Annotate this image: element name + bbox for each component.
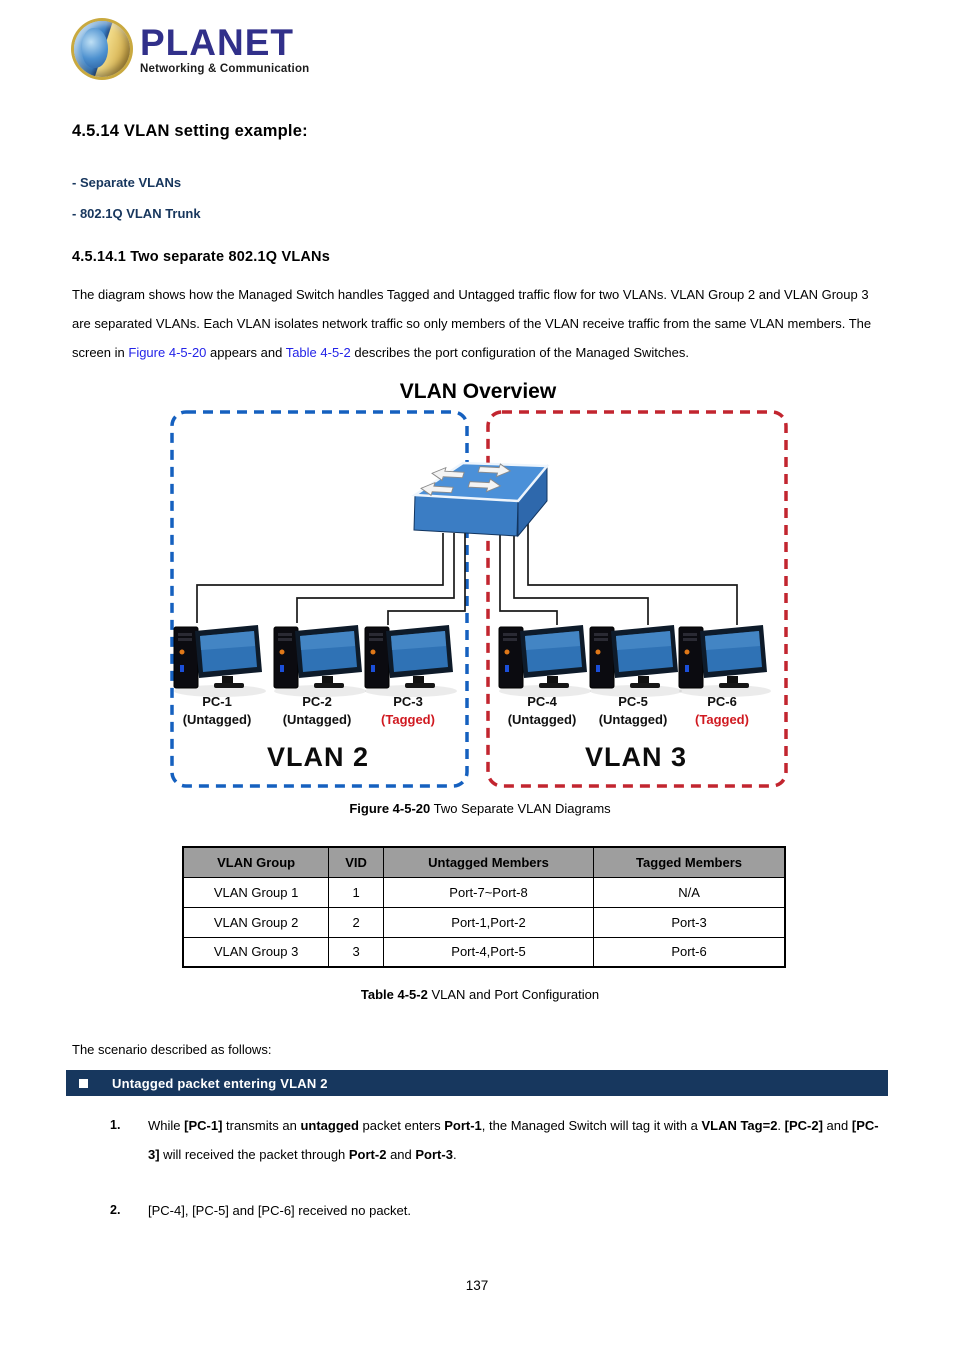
pc6-icon xyxy=(679,625,771,697)
scenario-lead: The scenario described as follows: xyxy=(72,1042,272,1057)
vlan2-boundary xyxy=(172,412,467,786)
brand-name: PLANET xyxy=(140,21,294,63)
table-cell: N/A xyxy=(594,877,785,907)
page-number: 137 xyxy=(465,1278,489,1293)
table-row xyxy=(183,877,785,907)
scenario-banner-title: Untagged packet entering VLAN 2 xyxy=(112,1075,328,1091)
figure-caption-text: Two Separate VLAN Diagrams xyxy=(430,801,611,816)
table-cell: Port-6 xyxy=(594,937,785,967)
cable-pc2 xyxy=(297,533,454,623)
table-caption xyxy=(72,987,888,1002)
square-bullet-icon xyxy=(79,1079,88,1088)
figure-caption xyxy=(72,801,888,816)
scenario-steps xyxy=(72,1111,888,1225)
planet-logo xyxy=(74,14,888,84)
pc5-label: PC-5 xyxy=(618,694,648,709)
pc4-mode: (Untagged) xyxy=(507,712,577,727)
planet-globe-icon xyxy=(74,21,130,77)
vlan-diagram xyxy=(165,373,795,793)
subsection-heading: 4.5.14.1 Two separate 802.1Q VLANs xyxy=(72,249,330,265)
pc4-icon xyxy=(499,625,591,697)
vlan-port-table xyxy=(182,846,786,968)
step-number: 2. xyxy=(110,1203,121,1217)
link-separate-vlans[interactable]: - Separate VLANs xyxy=(72,175,182,190)
inline-link[interactable]: Table 4-5-2 xyxy=(285,345,351,360)
pc2-label: PC-2 xyxy=(302,694,332,709)
inline-link[interactable]: Figure 4-5-20 xyxy=(128,345,207,360)
table-row xyxy=(183,907,785,937)
managed-switch-icon xyxy=(414,463,547,536)
table-cell: Port-3 xyxy=(594,907,785,937)
pc3-icon xyxy=(365,625,457,697)
table-cell: Port-7~Port-8 xyxy=(383,877,593,907)
pc6-label: PC-6 xyxy=(707,694,737,709)
scenario-banner xyxy=(66,1070,888,1096)
step-text: While [PC-1] transmits an untagged packet enters Port-1, the Managed Switch will tag it with a VLAN Tag=2. [PC-2] and [PC-3] will received the packet through Port-2 and Port-3. xyxy=(148,1118,879,1162)
table-cell: Port-4,Port-5 xyxy=(383,937,593,967)
table-cell: VLAN Group 1 xyxy=(183,877,329,907)
table-header-row xyxy=(183,847,785,877)
table-cell: 1 xyxy=(329,877,384,907)
cable-pc6 xyxy=(528,523,737,625)
network-cables xyxy=(197,523,737,625)
diagram-title: VLAN Overview xyxy=(399,380,557,403)
pc1-label: PC-1 xyxy=(202,694,232,709)
vlan2-label: VLAN 2 xyxy=(266,742,370,772)
brand-tagline: Networking & Communication xyxy=(140,62,310,75)
scenario-step xyxy=(72,1111,890,1169)
quick-links xyxy=(72,175,888,221)
pc2-icon xyxy=(274,625,366,697)
col-vlan-group: VLAN Group xyxy=(183,847,329,877)
pc4-label: PC-4 xyxy=(527,694,557,709)
col-untagged-members: Untagged Members xyxy=(383,847,593,877)
col-tagged-members: Tagged Members xyxy=(594,847,785,877)
step-number: 1. xyxy=(110,1118,121,1132)
table-cell: VLAN Group 3 xyxy=(183,937,329,967)
link-8021q-vlan-trunk[interactable]: - 802.1Q VLAN Trunk xyxy=(72,206,201,221)
pc1-icon xyxy=(174,625,266,697)
pc3-mode: (Tagged) xyxy=(381,712,435,727)
table-caption-text: VLAN and Port Configuration xyxy=(427,987,600,1002)
table-caption-number: Table 4-5-2 xyxy=(360,987,428,1002)
vlan-overview-figure xyxy=(72,373,888,798)
pc5-icon xyxy=(590,625,682,697)
intro-paragraph: The diagram shows how the Managed Switch handles Tagged and Untagged traffic flow for two VLANs. VLAN Group 2 and VLAN Group 3 are separated VLANs. Each VLAN isolates network traffic so only members of the VLAN receive traffic from the same VLAN members. The screen in Figure 4-5-20 appears and Table 4-5-2 describes the port configuration of the Managed Switches. xyxy=(72,287,872,360)
table-cell: VLAN Group 2 xyxy=(183,907,329,937)
table-row xyxy=(183,937,785,967)
pc6-mode: (Tagged) xyxy=(695,712,749,727)
pc1-mode: (Untagged) xyxy=(182,712,252,727)
cable-pc1 xyxy=(197,533,443,623)
step-text: [PC-4], [PC-5] and [PC-6] received no packet. xyxy=(148,1203,412,1218)
table-cell: 2 xyxy=(329,907,384,937)
pc2-mode: (Untagged) xyxy=(282,712,352,727)
table-cell: Port-1,Port-2 xyxy=(383,907,593,937)
figure-caption-number: Figure 4-5-20 xyxy=(349,801,431,816)
table-cell: 3 xyxy=(329,937,384,967)
section-heading: 4.5.14 VLAN setting example: xyxy=(72,122,308,140)
pc5-mode: (Untagged) xyxy=(598,712,668,727)
col-vid: VID xyxy=(329,847,384,877)
scenario-step xyxy=(72,1196,890,1225)
vlan3-label: VLAN 3 xyxy=(584,742,688,772)
pc3-label: PC-3 xyxy=(393,694,423,709)
